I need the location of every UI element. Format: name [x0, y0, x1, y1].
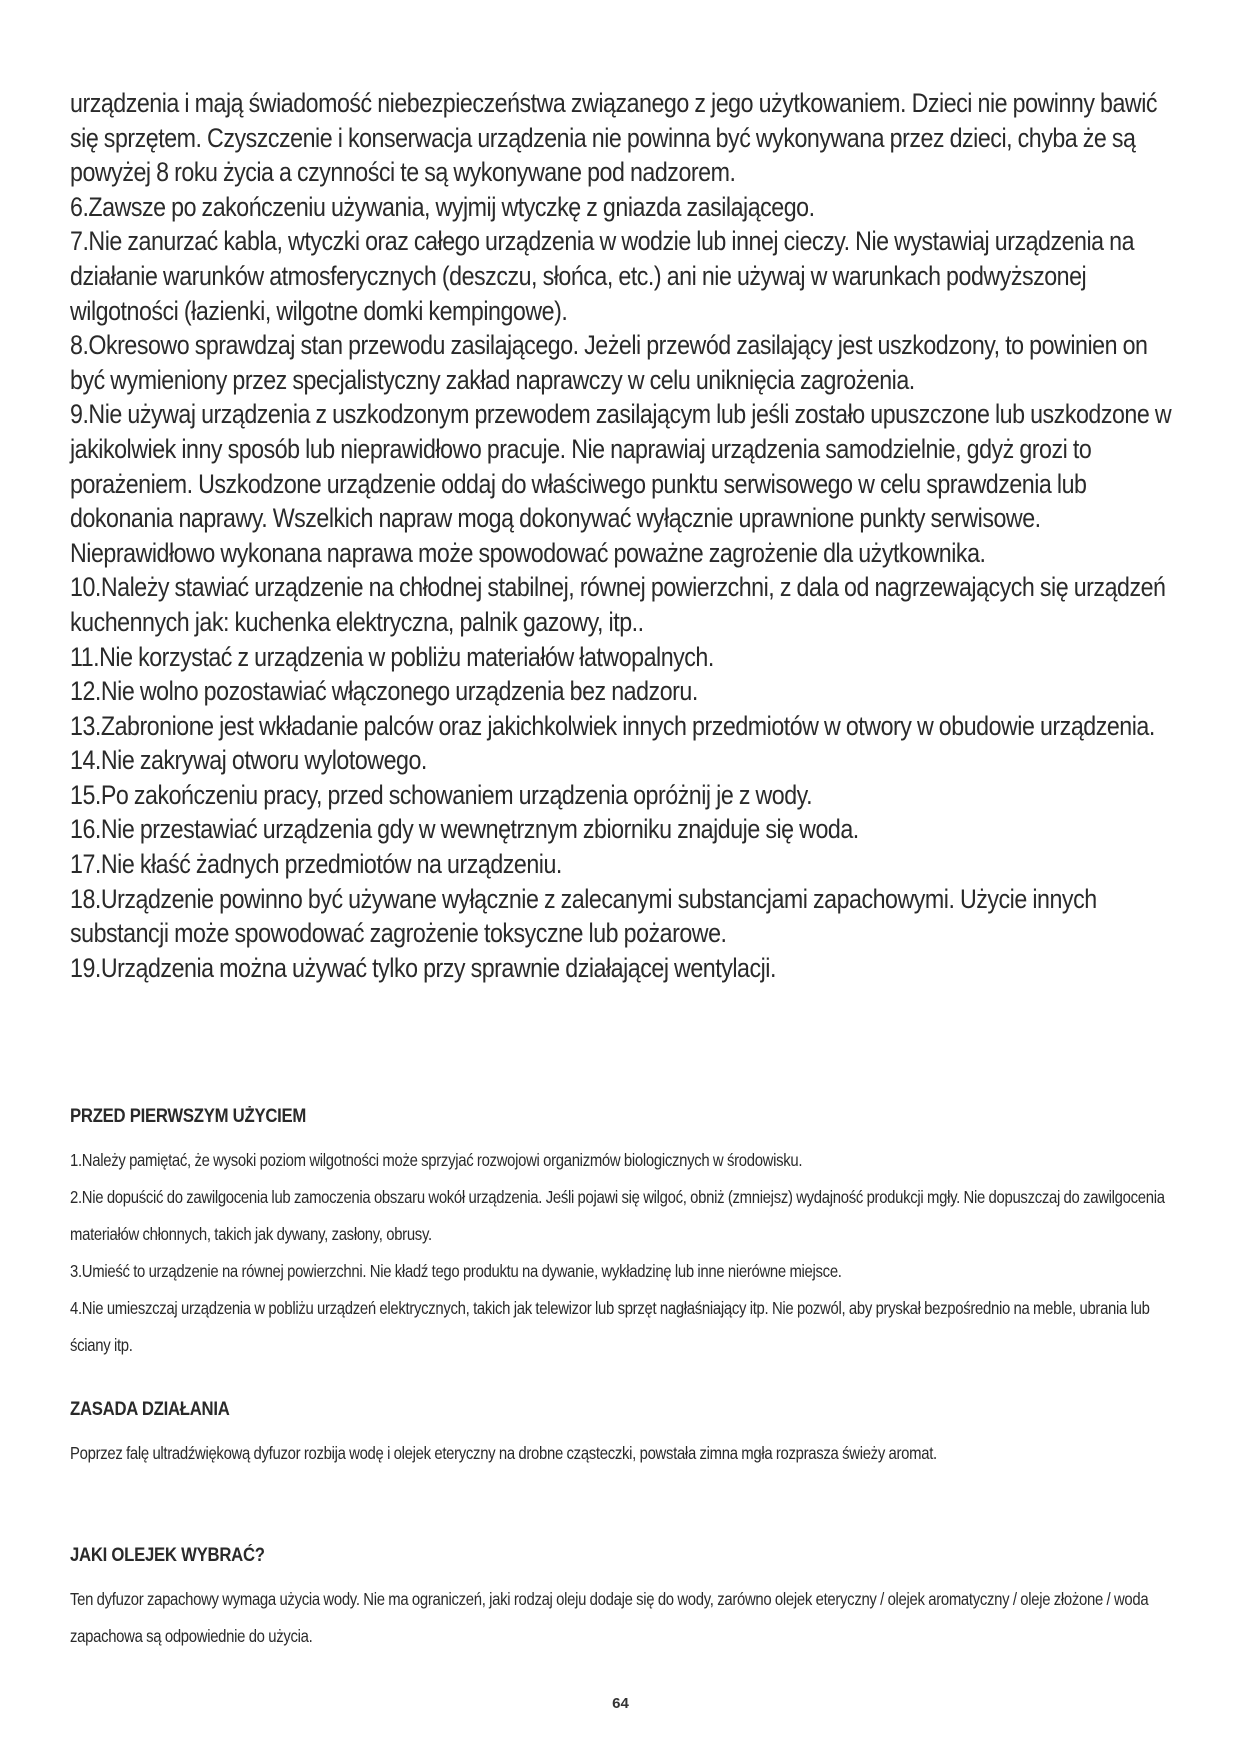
- warning-item-17: 17.Nie kłaść żadnych przedmiotów na urządzeniu.: [70, 849, 562, 880]
- warning-item-7: 7.Nie zanurzać kabla, wtyczki oraz całego urządzenia w wodzie lub innej cieczy. Nie wystawiaj urządzenia na działanie warunków atmosferycznych (deszczu, słońca, etc.) ani nie używaj w warunkach podwyższonej wilgotności (łazienki, wilgotne domki kempingowe).: [70, 226, 1135, 326]
- warning-item-6: 6.Zawsze po zakończeniu używania, wyjmij wtyczkę z gniazda zasilającego.: [70, 191, 815, 222]
- section-heading-oil-choice: JAKI OLEJEK WYBRAĆ?: [70, 1545, 265, 1566]
- warning-item-14: 14.Nie zakrywaj otworu wylotowego.: [70, 745, 427, 776]
- before-first-use-item-4: 4.Nie umieszczaj urządzenia w pobliżu urządzeń elektrycznych, takich jak telewizor lub sprzęt nagłaśniający itp. Nie pozwól, aby pryskał bezpośrednio na meble, ubrania lub ściany itp.: [70, 1298, 1150, 1355]
- warning-item-16: 16.Nie przestawiać urządzenia gdy w wewnętrznym zbiorniku znajduje się woda.: [70, 814, 859, 845]
- oil-choice-text: Ten dyfuzor zapachowy wymaga użycia wody. Nie ma ograniczeń, jaki rodzaj oleju dodaje się do wody, zarówno olejek eteryczny / olejek aromatyczny / oleje złożone / woda zapachowa są odpowiednie do użycia.: [70, 1589, 1149, 1646]
- warning-item-10: 10.Należy stawiać urządzenie na chłodnej stabilnej, równej powierzchni, z dala od nagrzewających się urządzeń kuchennych jak: kuchenka elektryczna, palnik gazowy, itp..: [70, 572, 1166, 637]
- oil-choice-section: [70, 1544, 1180, 1655]
- warning-item-9: 9.Nie używaj urządzenia z uszkodzonym przewodem zasilającym lub jeśli zostało upuszczone lub uszkodzone w jakikolwiek inny sposób lub nieprawidłowo pracuje. Nie naprawiaj urządzenia samodzielnie, gdyż grozi to porażeniem. Uszkodzone urządzenie oddaj do właściwego punktu serwisowego w celu sprawdzenia lub dokonania naprawy. Wszelkich napraw mogą dokonywać wyłącznie uprawnione punkty serwisowe. Nieprawidłowo wykonana naprawa może spowodować poważne zagrożenie dla użytkownika.: [70, 399, 1172, 568]
- warning-item-15: 15.Po zakończeniu pracy, przed schowaniem urządzenia opróżnij je z wody.: [70, 779, 813, 810]
- warning-continuation: urządzenia i mają świadomość niebezpieczeństwa związanego z jego użytkowaniem. Dzieci nie powinny bawić się sprzętem. Czyszczenie i konserwacja urządzenia nie powinna być wykonywana przez dzieci, chyba że są powyżej 8 roku życia a czynności te są wykonywane pod nadzorem.: [70, 88, 1158, 188]
- principle-text: Poprzez falę ultradźwiękową dyfuzor rozbija wodę i olejek eteryczny na drobne cząsteczki, powstała zimna mgła rozprasza świeży aromat.: [70, 1443, 937, 1463]
- warning-item-19: 19.Urządzenia można używać tylko przy sprawnie działającej wentylacji.: [70, 952, 776, 983]
- warning-item-8: 8.Okresowo sprawdzaj stan przewodu zasilającego. Jeżeli przewód zasilający jest uszkodzony, to powinien on być wymieniony przez specjalistyczny zakład naprawczy w celu uniknięcia zagrożenia.: [70, 330, 1148, 395]
- before-first-use-section: [70, 1105, 1180, 1364]
- page-number: 64: [612, 1695, 629, 1712]
- section-heading-before-first-use: PRZED PIERWSZYM UŻYCIEM: [70, 1106, 307, 1127]
- operating-principle-section: [70, 1398, 1180, 1472]
- section-heading-principle: ZASADA DZIAŁANIA: [70, 1399, 230, 1420]
- before-first-use-item-2: 2.Nie dopuścić do zawilgocenia lub zamoczenia obszaru wokół urządzenia. Jeśli pojawi się wilgoć, obniż (zmniejsz) wydajność produkcji mgły. Nie dopuszczaj do zawilgocenia materiałów chłonnych, takich jak dywany, zasłony, obrusy.: [70, 1187, 1165, 1244]
- before-first-use-item-1: 1.Należy pamiętać, że wysoki poziom wilgotności może sprzyjać rozwojowi organizmów biologicznych w środowisku.: [70, 1150, 803, 1170]
- warning-item-18: 18.Urządzenie powinno być używane wyłącznie z zalecanymi substancjami zapachowymi. Użycie innych substancji może spowodować zagrożenie toksyczne lub pożarowe.: [70, 883, 1097, 949]
- before-first-use-item-3: 3.Umieść to urządzenie na równej powierzchni. Nie kładź tego produktu na dywanie, wykładzinę lub inne nierówne miejsce.: [70, 1261, 842, 1281]
- warning-item-13: 13.Zabronione jest wkładanie palców oraz jakichkolwiek innych przedmiotów w otwory w obudowie urządzenia.: [70, 710, 1155, 741]
- warning-item-12: 12.Nie wolno pozostawiać włączonego urządzenia bez nadzoru.: [70, 676, 698, 707]
- warning-item-11: 11.Nie korzystać z urządzenia w pobliżu materiałów łatwopalnych.: [70, 641, 714, 672]
- safety-warnings-list: [70, 86, 1180, 985]
